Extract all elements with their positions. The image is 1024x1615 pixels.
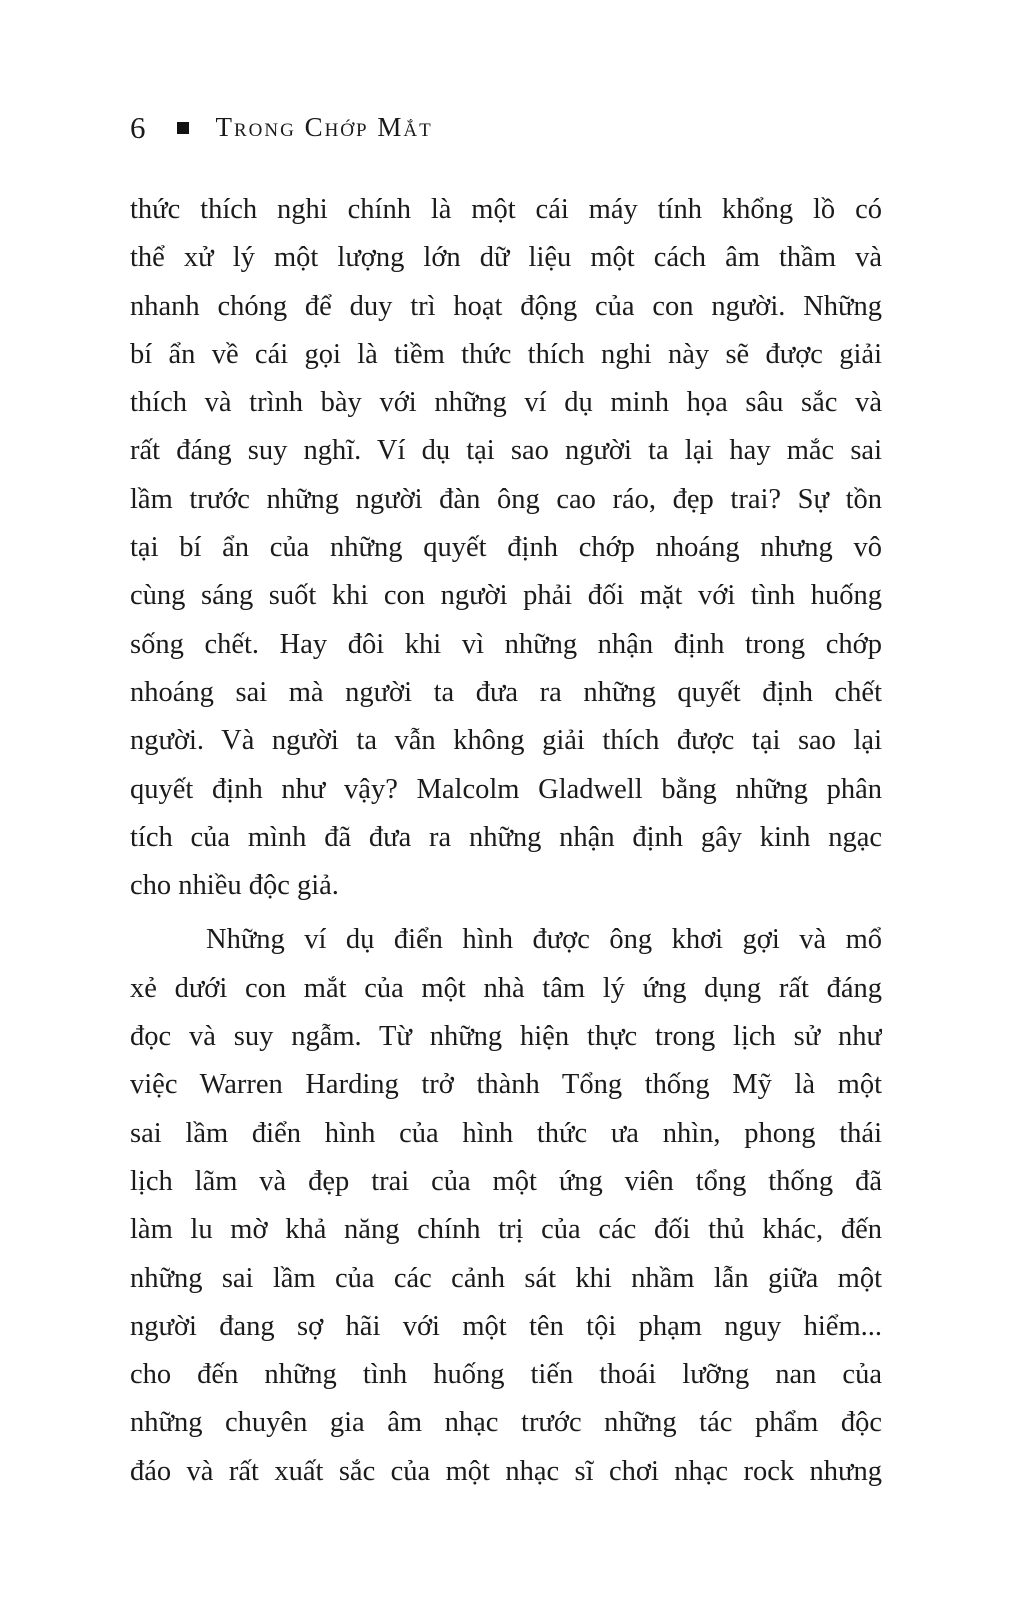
text-line: sai lầm điển hình của hình thức ưa nhìn, phong thái [130,1117,882,1149]
text-line: những sai lầm của các cảnh sát khi nhầm lẫn giữa một [130,1262,882,1294]
paragraph [130,916,882,1496]
text-line: cùng sáng suốt khi con người phải đối mặt với tình huống [130,580,882,612]
text-line: sống chết. Hay đôi khi vì những nhận định trong chớp [130,628,882,660]
text-line: Những ví dụ điển hình được ông khơi gợi và mổ [206,924,882,956]
text-line: thể xử lý một lượng lớn dữ liệu một cách âm thầm và [130,242,882,274]
text-line: cho đến những tình huống tiến thoái lưỡng nan của [130,1359,882,1391]
text-line: tại bí ẩn của những quyết định chớp nhoáng nhưng vô [130,532,882,564]
text-line: lầm trước những người đàn ông cao ráo, đẹp trai? Sự tồn [130,483,882,515]
text-line: đọc và suy ngẫm. Từ những hiện thực trong lịch sử như [130,1021,882,1053]
text-line: xẻ dưới con mắt của một nhà tâm lý ứng dụng rất đáng [130,972,882,1004]
text-line: người đang sợ hãi với một tên tội phạm nguy hiểm... [130,1310,882,1342]
paragraph [130,186,882,910]
text-line: cho nhiều độc giả. [130,870,339,902]
text-line: lịch lãm và đẹp trai của một ứng viên tổng thống đã [130,1165,882,1197]
text-line: thích và trình bày với những ví dụ minh họa sâu sắc và [130,387,882,419]
page-body [130,186,882,1496]
text-line: những chuyên gia âm nhạc trước những tác phẩm độc [130,1407,882,1439]
text-line: đáo và rất xuất sắc của một nhạc sĩ chơi nhạc rock nhưng [130,1455,882,1487]
text-line: rất đáng suy nghĩ. Ví dụ tại sao người ta lại hay mắc sai [130,435,882,467]
text-line: việc Warren Harding trở thành Tổng thống Mỹ là một [130,1069,882,1101]
running-title: Trong Chớp Mắt [215,111,433,142]
square-bullet-icon [177,122,189,134]
text-line: thức thích nghi chính là một cái máy tính khổng lồ có [130,194,882,225]
page-header [130,108,433,146]
text-line: người. Và người ta vẫn không giải thích được tại sao lại [130,725,882,757]
text-line: làm lu mờ khả năng chính trị của các đối thủ khác, đến [130,1214,882,1246]
text-line: nhoáng sai mà người ta đưa ra những quyết định chết [130,676,882,708]
text-line: bí ẩn về cái gọi là tiềm thức thích nghi này sẽ được giải [130,338,882,370]
page-number: 6 [130,109,146,145]
text-line: quyết định như vậy? Malcolm Gladwell bằng những phân [130,773,882,805]
text-line: tích của mình đã đưa ra những nhận định gây kinh ngạc [130,821,882,853]
text-line: nhanh chóng để duy trì hoạt động của con người. Những [130,290,882,322]
